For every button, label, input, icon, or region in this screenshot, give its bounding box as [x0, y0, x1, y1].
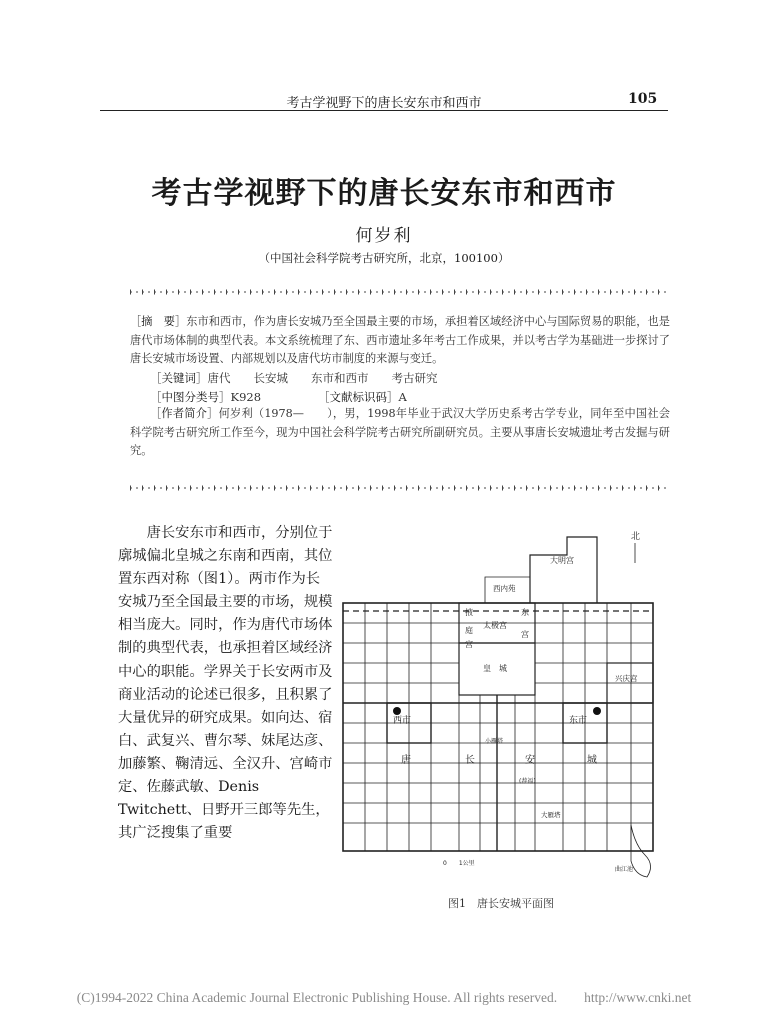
ornamental-divider-bottom [130, 485, 668, 491]
chang-an-city-map [335, 525, 667, 885]
map-label-gong2: 宫 [521, 630, 529, 639]
map-label-gong: 宫 [465, 640, 473, 649]
map-label-daming: 大明宫 [550, 556, 574, 565]
article-title: 考古学视野下的唐长安东市和西市 [151, 176, 617, 211]
figure-caption: 图1 唐长安城平面图 [448, 897, 554, 910]
map-label-taiji: 太极宫 [483, 621, 507, 630]
map-label-tang: 唐 [401, 755, 411, 766]
daming-palace-outline [530, 537, 597, 603]
map-label-dongshi: 东市 [569, 716, 588, 726]
abstract-label: ［摘 要］ [130, 315, 187, 328]
classification [150, 389, 261, 405]
abstract-text: 东市和西市，作为唐长安城乃至全国最主要的市场，承担着区域经济中心与国际贸易的职能，也是唐代市场体制的典型代表。本文系统梳理了东、西市遗址多年考古工作成果，并以考古学为基础进一步探讨了唐长安城市场设置、内部规划以及唐代坊市制度的来源与变迁。 [130, 315, 670, 365]
page-number: 105 [628, 91, 658, 107]
doc-code-value: A [398, 390, 407, 404]
keywords-text: 唐代 长安城 东市和西市 考古研究 [207, 371, 438, 385]
author-name: 何岁利 [355, 226, 413, 246]
clc-label: ［中图分类号］ [150, 390, 231, 404]
map-label-xiaoyan: 小雁塔 [485, 738, 504, 745]
map-label-dong: 东 [521, 608, 529, 617]
body-paragraph: 唐长安东市和西市，分别位于廓城偏北皇城之东南和西南，其位置东西对称（图1）。两市作为长安城乃至全国最主要的市场，规模相当庞大。同时，作为唐代市场体制的典型代表，也承担着区域经济中心的职能。学界关于长安两市及商业活动的论述已很多，且积累了大量优异的研究成果。如向达、宿白、武复兴、曹尔琴、妹尾达彦、加藤繁、鞠清远、全汉升、宫崎市定、佐藤武敏、Denis Twitchett、日野开三郎等先生，其广泛搜集了重要 [118, 525, 333, 842]
map-label-ting: 庭 [465, 626, 473, 635]
keywords [150, 370, 438, 386]
doc-code-label: ［文献标识码］ [318, 390, 399, 404]
map-label-jianfu: (荐福) [519, 778, 536, 785]
author-bio-text: 何岁利（1978— ），男，1998年毕业于武汉大学历史系考古学专业，同年至中国社会科学院考古研究所工作至今，现为中国社会科学院考古研究所副研究员。主要从事唐长安城遗址考古发掘与研究。 [130, 407, 670, 457]
keywords-label: ［关键词］ [150, 371, 208, 385]
author-bio-label: ［作者简介］ [150, 407, 219, 420]
author-bio [130, 405, 670, 461]
map-label-ye: 掖 [465, 608, 473, 617]
header-rule [100, 110, 668, 111]
north-arrow-label: 北 [631, 532, 641, 542]
map-label-huangcheng: 皇 城 [483, 664, 507, 673]
clc-value: K928 [230, 390, 262, 404]
running-title: 考古学视野下的唐长安东市和西市 [286, 96, 482, 111]
east-market-marker [593, 707, 601, 715]
ornamental-divider-top [130, 289, 668, 295]
abstract [130, 313, 670, 369]
map-scale-bar: 0 1公里 [443, 860, 475, 867]
document-code [318, 389, 407, 405]
copyright-footer: (C)1994-2022 China Academic Journal Electronic Publishing House. All rights reserved. http://www.cnki.net [76, 990, 692, 1005]
author-affiliation: （中国社会科学院考古研究所，北京，100100） [258, 251, 510, 265]
map-label-xinei: 西内苑 [493, 584, 516, 593]
map-label-chang: 长 [465, 755, 475, 766]
map-label-an: 安 [525, 755, 535, 766]
map-label-dayan: 大雁塔 [541, 811, 561, 819]
map-label-cheng: 城 [587, 755, 597, 766]
body-text [118, 522, 334, 845]
map-label-xingqing: 兴庆宫 [615, 674, 638, 683]
west-market-marker [393, 707, 401, 715]
map-label-xishi: 西市 [393, 716, 412, 726]
map-label-qujiang: 曲江池 [615, 866, 634, 873]
